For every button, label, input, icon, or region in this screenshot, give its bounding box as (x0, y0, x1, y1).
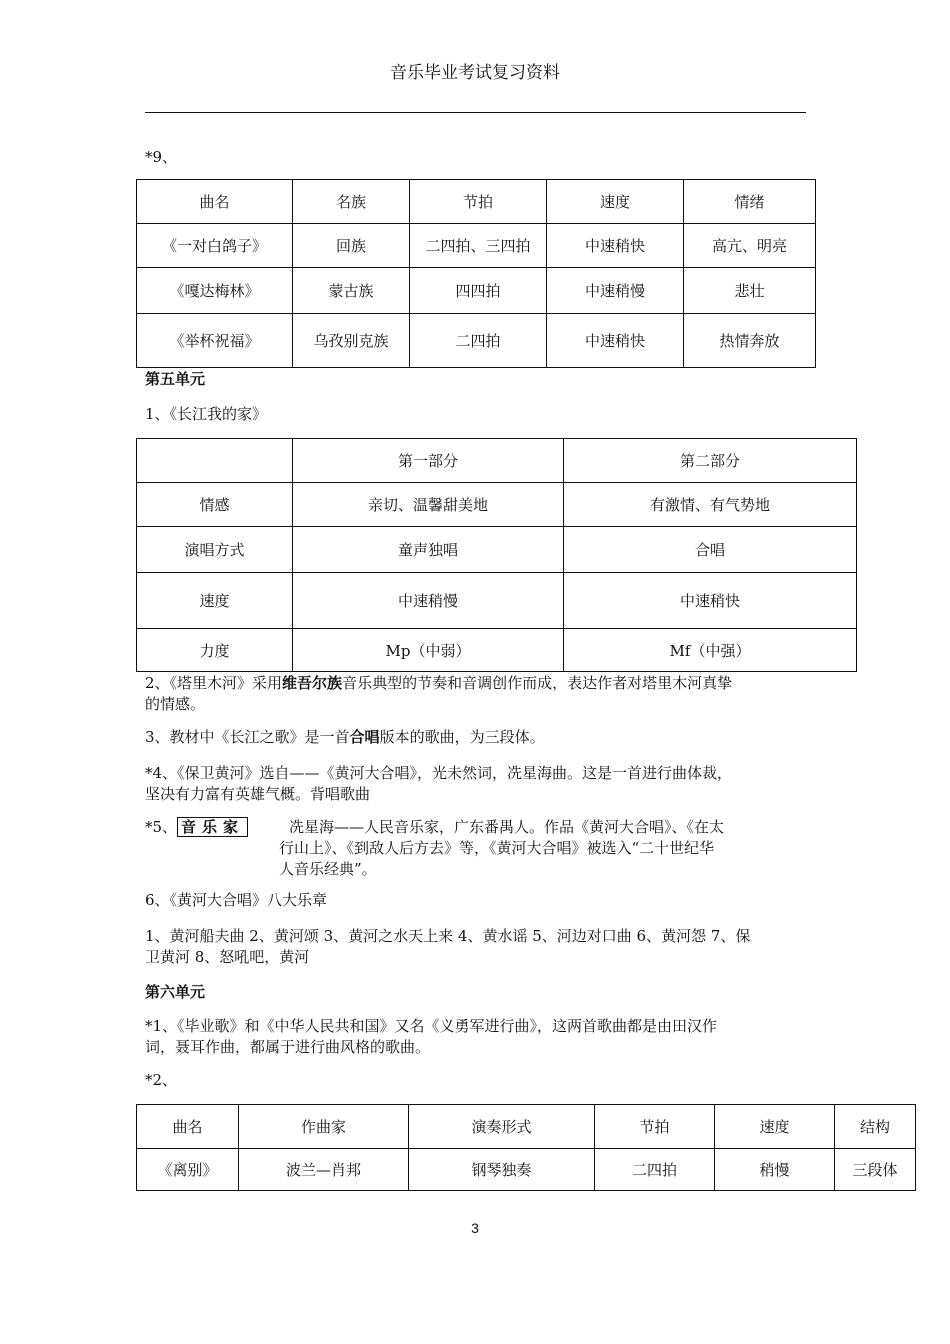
table-row (137, 1149, 916, 1191)
page-number: 3 (471, 1220, 479, 1236)
musician-boxed-label: 音乐家 (177, 817, 248, 837)
table-header-cell: 第一部分 (293, 439, 564, 483)
table-cell: 钢琴独奏 (409, 1149, 595, 1191)
table-cell: 三段体 (835, 1149, 916, 1191)
table-cell: 热情奔放 (684, 314, 816, 368)
table-cell: 回族 (293, 224, 410, 268)
header-divider (145, 112, 806, 113)
ethnic-songs-table (136, 179, 816, 368)
table-header-cell: 曲名 (137, 1105, 239, 1149)
table-header-cell: 节拍 (595, 1105, 715, 1149)
table-row (137, 483, 857, 527)
table-row (137, 224, 816, 268)
table-cell: 乌孜别克族 (293, 314, 410, 368)
table-cell: 二四拍、三四拍 (410, 224, 547, 268)
table-header-cell: 第二部分 (564, 439, 857, 483)
table-header-cell: 速度 (547, 180, 684, 224)
table-cell: 《一对白鸽子》 (137, 224, 293, 268)
table-cell: 蒙古族 (293, 268, 410, 314)
table-cell: Mp（中弱） (293, 629, 564, 672)
changjiang-table (136, 438, 857, 672)
table-cell: 速度 (137, 573, 293, 629)
table-header-cell: 节拍 (410, 180, 547, 224)
table-cell: 中速稍慢 (547, 268, 684, 314)
table-header-row (137, 180, 816, 224)
table-cell: Mf（中强） (564, 629, 857, 672)
table-cell: 亲切、温馨甜美地 (293, 483, 564, 527)
section-5-item-3 (145, 727, 545, 748)
item-4-line2: 坚决有力富有英雄气概。背唱歌曲 (145, 785, 371, 803)
table-header-cell: 速度 (715, 1105, 835, 1149)
unit-6-heading: 第六单元 (145, 983, 206, 1001)
table-header-cell: 名族 (293, 180, 410, 224)
table-header-cell (137, 439, 293, 483)
table-header-cell: 情绪 (684, 180, 816, 224)
item-3-text-post: 版本的歌曲，为三段体。 (379, 728, 545, 746)
table-cell: 童声独唱 (293, 527, 564, 573)
table-cell: 波兰—肖邦 (239, 1149, 409, 1191)
item-3-text-pre: 3、教材中《长江之歌》是一首 (145, 728, 350, 746)
table-cell: 中速稍快 (547, 224, 684, 268)
table-cell: 中速稍慢 (293, 573, 564, 629)
table-cell: 演唱方式 (137, 527, 293, 573)
movements-line2: 卫黄河 8、怒吼吧，黄河 (145, 948, 310, 966)
movements-line1: 1、黄河船夫曲 2、黄河颂 3、黄河之水天上来 4、黄水谣 5、河边对口曲 6、黄河怨 7、保 (145, 927, 751, 945)
table-cell: 情感 (137, 483, 293, 527)
unit6-item-1-line1: *1、《毕业歌》和《中华人民共和国》又名《义勇军进行曲》，这两首歌曲都是由田汉作 (145, 1017, 718, 1035)
unit-5-heading: 第五单元 (145, 370, 206, 388)
table-cell: 高亢、明亮 (684, 224, 816, 268)
table-header-cell: 结构 (835, 1105, 916, 1149)
item-3-emphasis: 合唱 (349, 728, 380, 746)
table-header-row (137, 439, 857, 483)
table-cell: 力度 (137, 629, 293, 672)
table-header-row (137, 1105, 916, 1149)
section-5-item-5-line3: 人音乐经典”。 (279, 860, 377, 878)
table-cell: 《离别》 (137, 1149, 239, 1191)
table-header-cell: 作曲家 (239, 1105, 409, 1149)
table-cell: 合唱 (564, 527, 857, 573)
table-row (137, 573, 857, 629)
table-cell: 悲壮 (684, 268, 816, 314)
instrumental-works-table (136, 1104, 916, 1191)
item-2-text-pre: 2、《塔里木河》采用 (145, 674, 283, 692)
yellow-river-movements (145, 926, 750, 968)
table-row (137, 629, 857, 672)
table-header-cell: 曲名 (137, 180, 293, 224)
table-cell: 中速稍快 (547, 314, 684, 368)
unit6-item-1-line2: 词，聂耳作曲，都属于进行曲风格的歌曲。 (145, 1038, 431, 1056)
table-cell: 二四拍 (595, 1149, 715, 1191)
table-cell: 《嘎达梅林》 (137, 268, 293, 314)
table-cell: 中速稍快 (564, 573, 857, 629)
item-2-emphasis: 维吾尔族 (282, 674, 343, 692)
item-2-text-post: 音乐典型的节奏和音调创作而成，表达作者对塔里木河真挚 (342, 674, 733, 692)
item-2-text-line2: 的情感。 (145, 695, 206, 713)
section-5-item-6: 6、《黄河大合唱》八大乐章 (145, 891, 328, 909)
section-5-item-5-label (145, 817, 248, 838)
table-header-cell: 演奏形式 (409, 1105, 595, 1149)
section-5-item-5-line2: 行山上》、《到敌人后方去》等，《黄河大合唱》被选入“二十世纪华 (279, 839, 715, 857)
table-cell: 《举杯祝福》 (137, 314, 293, 368)
section-6-item-1 (145, 1016, 717, 1058)
question-9-label: *9、 (145, 148, 178, 166)
section-6-item-2-label: *2、 (145, 1071, 178, 1089)
page-header: 音乐毕业考试复习资料 (390, 63, 560, 83)
section-5-item-5-line1: 冼星海——人民音乐家，广东番禺人。作品《黄河大合唱》、《在太 (289, 818, 725, 836)
table-row (137, 527, 857, 573)
section-5-item-2 (145, 673, 732, 715)
item-4-line1: *4、《保卫黄河》选自——《黄河大合唱》，光未然词，冼星海曲。这是一首进行曲体裁， (145, 764, 733, 782)
table-cell: 二四拍 (410, 314, 547, 368)
table-row (137, 268, 816, 314)
section-5-item-1: 1、《长江我的家》 (145, 405, 268, 423)
table-cell: 四四拍 (410, 268, 547, 314)
section-5-item-4 (145, 763, 732, 805)
table-cell: 稍慢 (715, 1149, 835, 1191)
item-5-number: *5、 (145, 818, 178, 836)
table-row (137, 314, 816, 368)
table-cell: 有激情、有气势地 (564, 483, 857, 527)
